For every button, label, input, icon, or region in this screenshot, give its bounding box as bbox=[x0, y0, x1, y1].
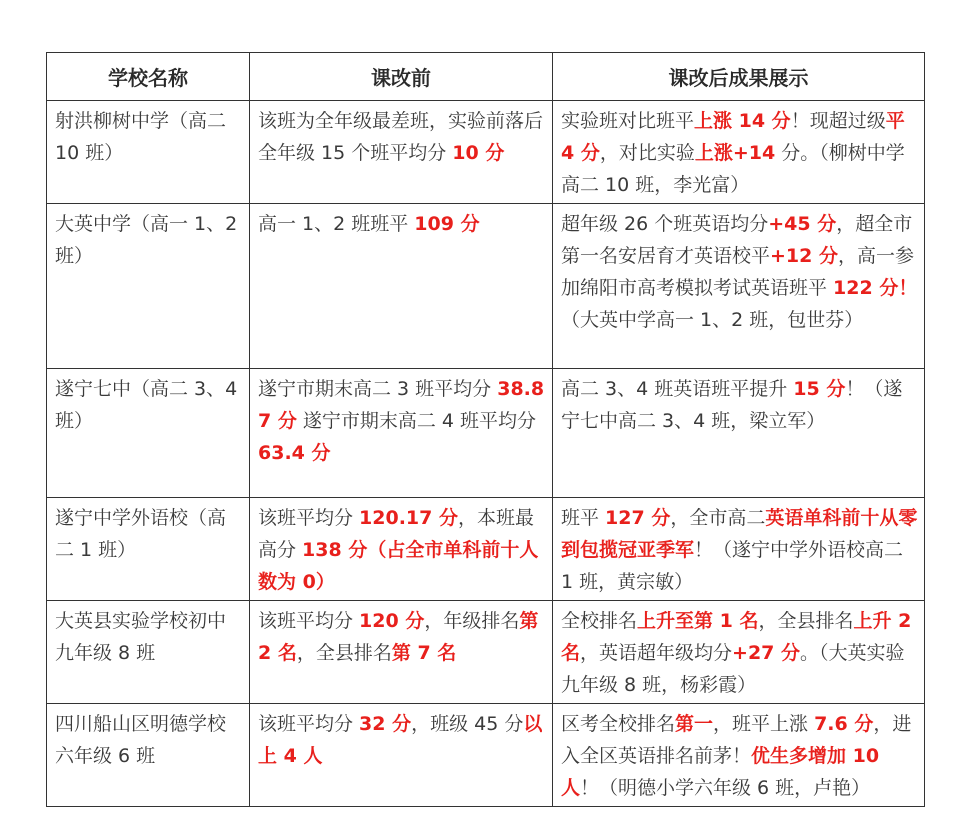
cell-text: 高二 3、4 班英语班平提升 bbox=[561, 378, 794, 400]
cell-text: 高一 1、2 班班平 bbox=[258, 213, 415, 235]
highlight-text: 38.87 分 bbox=[258, 378, 545, 432]
highlight-text: 15 分 bbox=[793, 378, 846, 400]
cell-after bbox=[553, 498, 925, 601]
cell-text: 该班平均分 bbox=[258, 507, 360, 529]
cell-text: ，班级 45 分 bbox=[411, 713, 524, 735]
cell-text: ，英语超年级均分 bbox=[580, 642, 733, 664]
cell-text: 遂宁市期末高二 3 班平均分 bbox=[258, 378, 498, 400]
cell-before bbox=[250, 704, 553, 807]
cell-school: 大英县实验学校初中九年级 8 班 bbox=[47, 601, 250, 704]
cell-after bbox=[553, 704, 925, 807]
cell-text: 该班为全年级最差班，实验前落后全年级 15 个班平均分 bbox=[258, 110, 544, 164]
cell-text: 。（大英实验九年级 8 班，杨彩霞） bbox=[561, 642, 905, 696]
cell-before bbox=[250, 498, 553, 601]
highlight-text: 第一 bbox=[675, 713, 714, 735]
table-row bbox=[47, 498, 925, 601]
cell-text: （大英中学高一 1、2 班，包世芬） bbox=[561, 309, 864, 331]
cell-before bbox=[250, 101, 553, 204]
cell-text: ，超全市第一名安居育才英语校平 bbox=[561, 213, 913, 267]
cell-school: 遂宁七中（高二 3、4 班） bbox=[47, 369, 250, 498]
cell-school: 四川船山区明德学校六年级 6 班 bbox=[47, 704, 250, 807]
highlight-text: 109 分 bbox=[414, 213, 480, 235]
cell-text: 该班平均分 bbox=[258, 610, 360, 632]
cell-text: 该班平均分 bbox=[258, 713, 360, 735]
highlight-text: +45 分 bbox=[768, 213, 837, 235]
cell-text: 遂宁市期末高二 4 班平均分 bbox=[296, 410, 537, 432]
highlight-text: 英语单科前十从零到包揽冠亚季军 bbox=[561, 507, 918, 561]
highlight-text: 120 分 bbox=[359, 610, 425, 632]
table-row bbox=[47, 101, 925, 204]
table-row bbox=[47, 369, 925, 498]
highlight-text: 32 分 bbox=[359, 713, 412, 735]
highlight-text: 127 分 bbox=[605, 507, 671, 529]
cell-text: ，全县排名 bbox=[758, 610, 854, 632]
cell-school: 射洪柳树中学（高二 10 班） bbox=[47, 101, 250, 204]
cell-text: ，全市高二 bbox=[670, 507, 766, 529]
cell-after bbox=[553, 601, 925, 704]
cell-text: ，对比实验 bbox=[599, 142, 695, 164]
highlight-text: 138 分（占全市单科前十人数为 0） bbox=[258, 539, 539, 593]
header-row bbox=[47, 53, 925, 101]
cell-after bbox=[553, 101, 925, 204]
highlight-text: +27 分 bbox=[732, 642, 801, 664]
cell-text: 全校排名 bbox=[561, 610, 638, 632]
cell-after bbox=[553, 204, 925, 369]
results-table bbox=[46, 52, 925, 807]
cell-text: ，全县排名 bbox=[296, 642, 392, 664]
cell-text: ，高一参加绵阳市高考模拟考试英语班平 bbox=[561, 245, 915, 299]
cell-text: 超年级 26 个班英语均分 bbox=[561, 213, 769, 235]
cell-text: ！（遂宁中学外语校高二 1 班，黄宗敏） bbox=[561, 539, 904, 593]
cell-text: ，本班最高分 bbox=[258, 507, 534, 561]
highlight-text: 63.4 分 bbox=[258, 442, 331, 464]
cell-before bbox=[250, 601, 553, 704]
cell-before bbox=[250, 369, 553, 498]
highlight-text: 10 分 bbox=[452, 142, 505, 164]
cell-text: 实验班对比班平 bbox=[561, 110, 695, 132]
highlight-text: 上升 2 名 bbox=[561, 610, 912, 664]
cell-text: ，班平上涨 bbox=[713, 713, 815, 735]
highlight-text: 120.17 分 bbox=[359, 507, 458, 529]
highlight-text: 7.6 分 bbox=[814, 713, 874, 735]
cell-text: ，年级排名 bbox=[424, 610, 520, 632]
cell-school: 大英中学（高一 1、2 班） bbox=[47, 204, 250, 369]
header-after: 课改后成果展示 bbox=[553, 53, 925, 101]
cell-school: 遂宁中学外语校（高二 1 班） bbox=[47, 498, 250, 601]
cell-text: ！（遂宁七中高二 3、4 班，梁立军） bbox=[561, 378, 903, 432]
highlight-text: +12 分 bbox=[770, 245, 838, 267]
header-before: 课改前 bbox=[250, 53, 553, 101]
table-row bbox=[47, 204, 925, 369]
cell-before bbox=[250, 204, 553, 369]
cell-text: ！现超过级 bbox=[790, 110, 886, 132]
highlight-text: 优生多增加 10 人 bbox=[561, 745, 880, 799]
highlight-text: 122 分！ bbox=[833, 277, 918, 299]
cell-text: ！（明德小学六年级 6 班，卢艳） bbox=[580, 777, 871, 799]
highlight-text: 上涨 14 分 bbox=[694, 110, 791, 132]
highlight-text: 平 4 分 bbox=[561, 110, 905, 164]
cell-text: 区考全校排名 bbox=[561, 713, 676, 735]
header-school: 学校名称 bbox=[47, 53, 250, 101]
highlight-text: 上涨+14 bbox=[694, 142, 776, 164]
highlight-text: 上升至第 1 名 bbox=[637, 610, 759, 632]
highlight-text: 第 7 名 bbox=[391, 642, 457, 664]
table-row bbox=[47, 601, 925, 704]
highlight-text: 第 2 名 bbox=[258, 610, 539, 664]
cell-text: 分。（柳树中学高二 10 班，李光富） bbox=[561, 142, 905, 196]
cell-text: ，进入全区英语排名前茅！ bbox=[561, 713, 912, 767]
cell-after bbox=[553, 369, 925, 498]
table-row bbox=[47, 704, 925, 807]
cell-text: 班平 bbox=[561, 507, 606, 529]
highlight-text: 以上 4 人 bbox=[258, 713, 543, 767]
